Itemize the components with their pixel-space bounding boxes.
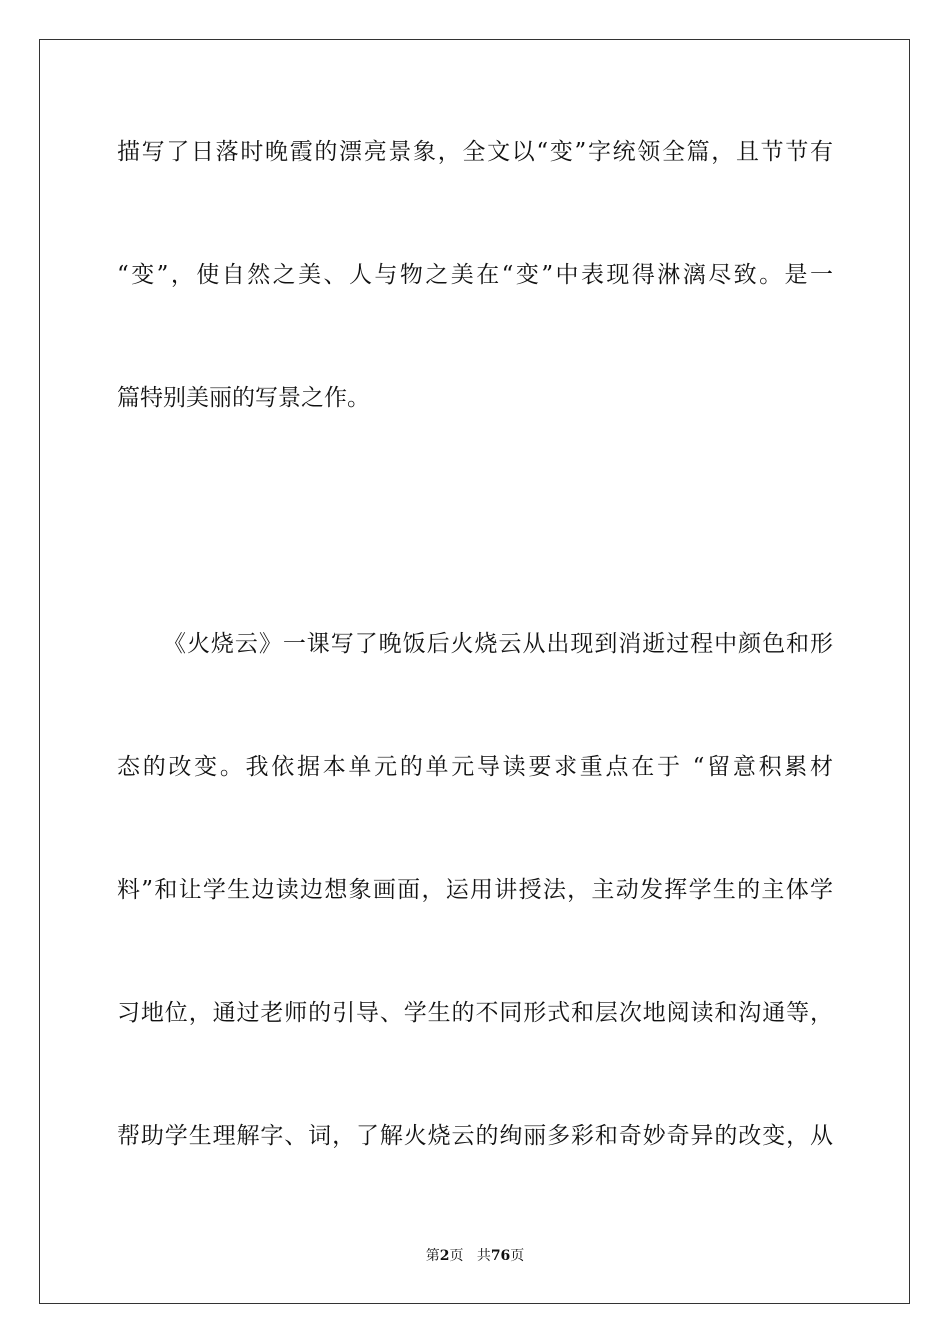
page-border (39, 39, 910, 1304)
text-line: 习地位，通过老师的引导、学生的不同形式和层次地阅读和沟通等， (117, 1000, 833, 1026)
page-footer (0, 1247, 950, 1265)
total-prefix: 共 (476, 1248, 491, 1264)
page-suffix: 页 (449, 1248, 464, 1264)
page-prefix: 第 (425, 1248, 440, 1264)
text-line: 态的改变。我依据本单元的单元导读要求重点在于 “留意积累材 (117, 754, 833, 780)
page-number: 2 (439, 1248, 450, 1264)
text-line: 帮助学生理解字、词，了解火烧云的绚丽多彩和奇妙奇异的改变，从 (117, 1123, 833, 1149)
text-line: 料”和让学生边读边想象画面，运用讲授法，主动发挥学生的主体学 (117, 877, 833, 903)
text-line: “变”，使自然之美、人与物之美在“变”中表现得淋漓尽致。是一 (117, 262, 833, 288)
total-suffix: 页 (510, 1248, 525, 1264)
text-line: 篇特别美丽的写景之作。 (117, 385, 370, 411)
total-pages: 76 (490, 1248, 511, 1264)
text-line: 描写了日落时晚霞的漂亮景象，全文以“变”字统领全篇，且节节有 (117, 139, 833, 165)
text-line: 《火烧云》一课写了晚饭后火烧云从出现到消逝过程中颜色和形 (163, 631, 833, 657)
